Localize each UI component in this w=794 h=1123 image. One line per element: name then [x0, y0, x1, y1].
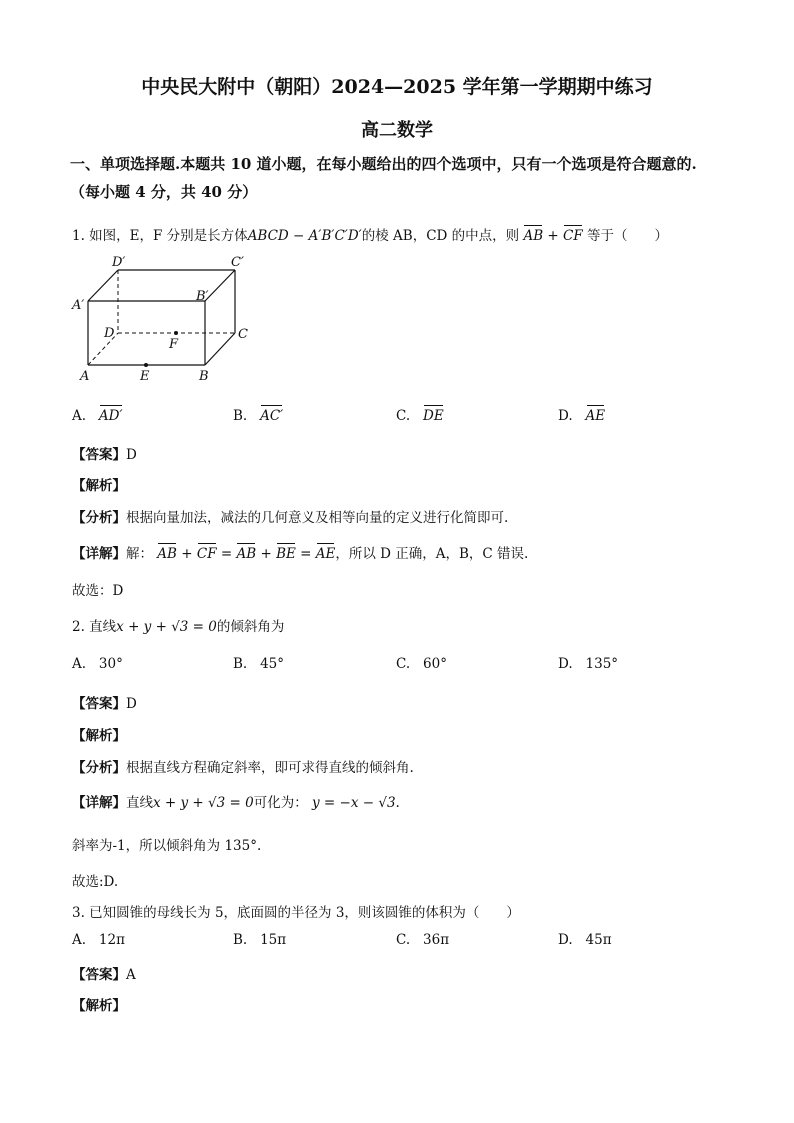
- q1-conclusion: 故选：D: [72, 583, 124, 599]
- q2-option-d: D. 135°: [558, 656, 619, 672]
- q3-option-d: D. 45π: [558, 932, 612, 948]
- edge-b1c1: [205, 270, 235, 301]
- cuboid-figure: [68, 252, 258, 387]
- q2-analysis-tag: 【解析】: [72, 728, 126, 744]
- q3-analysis-tag: 【解析】: [72, 998, 126, 1014]
- label-b1: B′: [196, 289, 209, 304]
- q2-option-a: A. 30°: [72, 656, 123, 672]
- question-2-stem: 2. 直线x + y + √3 = 0的倾斜角为: [72, 619, 285, 635]
- label-a: A: [80, 369, 90, 384]
- vector-cf: CF: [563, 228, 583, 244]
- label-c: C: [238, 327, 248, 342]
- q1-option-c: C. DE: [396, 408, 444, 424]
- q3-option-c: C. 36π: [396, 932, 450, 948]
- section-heading: 一、单项选择题.本题共 10 道小题，在每小题给出的四个选项中，只有一个选项是符合题意的.: [70, 155, 697, 173]
- q1-detail: 【详解】解： AB + CF = AB + BE = AE，所以 D 正确，A，B，C 错误.: [72, 546, 529, 562]
- page-title: 中央民大附中（朝阳）2024—2025 学年第一学期期中练习: [141, 76, 653, 98]
- edge-bc: [205, 333, 235, 365]
- label-c1: C′: [231, 255, 244, 270]
- q1-fenxi: 【分析】根据向量加法，减法的几何意义及相等向量的定义进行化简即可.: [72, 510, 509, 526]
- q2-option-b: B. 45°: [233, 656, 285, 672]
- q2-answer: 【答案】D: [72, 696, 137, 712]
- q1-option-d: D. AE: [558, 408, 606, 424]
- label-f: F: [169, 337, 179, 352]
- section-note: （每小题 4 分，共 40 分）: [70, 183, 258, 201]
- q1-answer: 【答案】D: [72, 447, 137, 463]
- q2-slope: 斜率为-1，所以倾斜角为 135°.: [72, 838, 262, 854]
- label-a1: A′: [72, 298, 85, 313]
- edge-a1d1: [88, 270, 118, 301]
- solid-name: ABCD − A′B′C′D′: [247, 228, 362, 244]
- question-1-stem: 1. 如图，E，F 分别是长方体ABCD − A′B′C′D′的棱 AB，CD 的中点，则 AB + CF 等于（ ）: [72, 228, 669, 244]
- q2-detail: 【详解】直线x + y + √3 = 0可化为： y = −x − √3.: [72, 795, 400, 811]
- label-b: B: [199, 369, 209, 384]
- q2-fenxi: 【分析】根据直线方程确定斜率，即可求得直线的倾斜角.: [72, 760, 414, 776]
- q3-option-b: B. 15π: [233, 932, 287, 948]
- label-d1: D′: [112, 255, 126, 270]
- q1-option-b: B. AC′: [233, 408, 284, 424]
- label-e: E: [140, 369, 150, 384]
- q3-answer: 【答案】A: [72, 967, 136, 983]
- question-3-stem: 3. 已知圆锥的母线长为 5，底面圆的半径为 3，则该圆锥的体积为（ ）: [72, 905, 520, 921]
- page-subtitle: 高二数学: [361, 120, 433, 141]
- point-f: [174, 331, 178, 335]
- q2-option-c: C. 60°: [396, 656, 447, 672]
- q1-option-a: A. AD′: [72, 408, 123, 424]
- vector-ab: AB: [523, 228, 544, 244]
- q2-conclusion: 故选:D.: [72, 874, 119, 890]
- label-d: D: [104, 326, 115, 341]
- q1-analysis-tag: 【解析】: [72, 478, 126, 494]
- point-e: [144, 363, 148, 367]
- q3-option-a: A. 12π: [72, 932, 125, 948]
